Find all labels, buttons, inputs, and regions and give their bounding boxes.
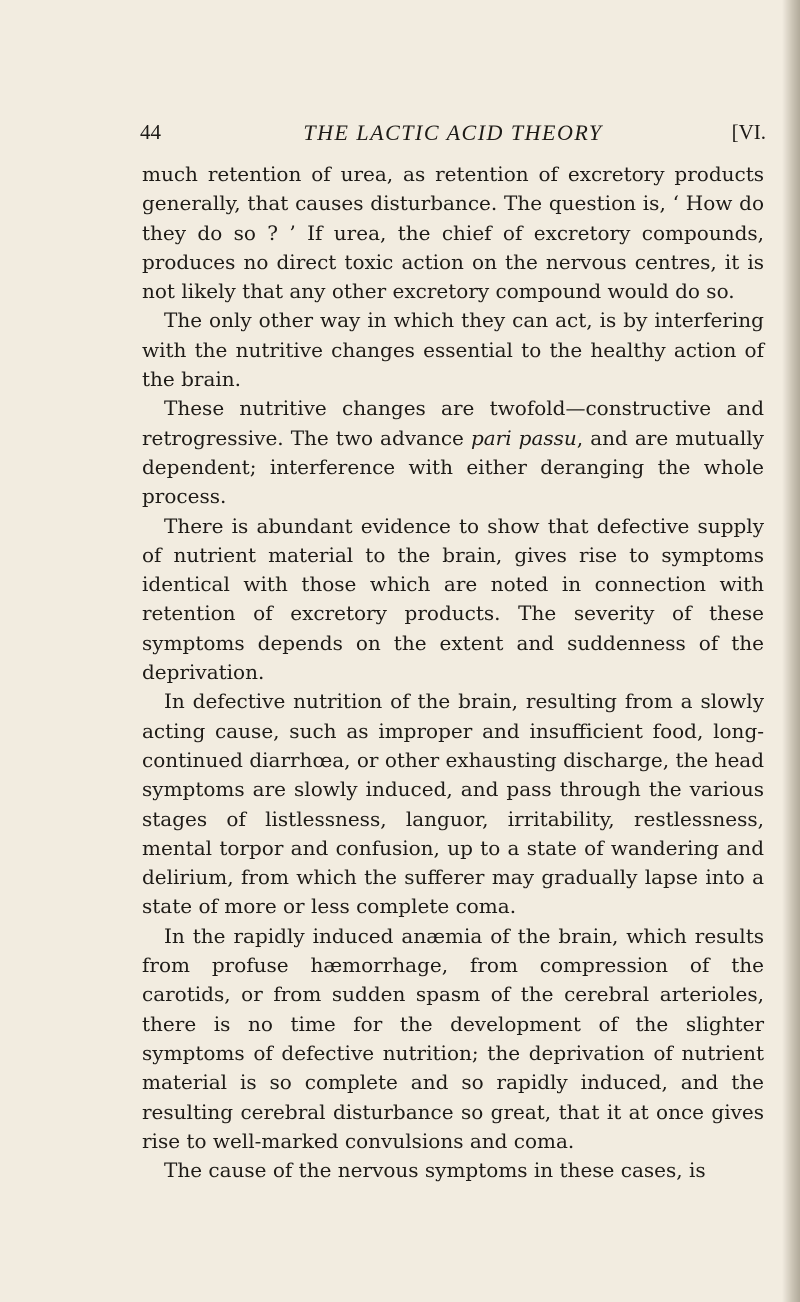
paragraph-1: much retention of urea, as retention of excretory products generally, that causes disturbance. The question is, ‘ How do they do so ? ’ If urea, the chief of excretory compounds, produces no direct toxic action on the nervous centres, it is not likely that any other excretory compound would do so. [142,162,764,304]
chapter-marker: [VI. [731,120,766,144]
page-edge-shadow [782,0,800,1302]
paragraph-6: In the rapidly induced anæmia of the brain, which results from profuse hæmorrhage, from compression of the carotids, or from sudden spasm of the cerebral arterioles, there is no time for the development of the slighter symptoms of defective nutrition; the deprivation of nutrient material is so complete and so rapidly induced, and the resulting cerebral disturbance so great, that it at once gives rise to well-marked convulsions and coma. [142,923,764,1153]
paragraph-7: The cause of the nervous symptoms in these cases, is [164,1158,706,1183]
paragraph-4: There is abundant evidence to show that defective supply of nutrient material to the brain, gives rise to symptoms identical with those which are noted in connection with retention of excretory products. The severity of these symptoms depends on the extent and suddenness of the deprivation. [142,513,764,685]
running-header [140,120,766,150]
paragraph-3-text-a: These nutritive changes are twofold—constructive and retrogressive. The two advance [142,396,764,450]
paragraph-5: In defective nutrition of the brain, resulting from a slowly acting cause, such as improper and insufficient food, long-continued diarrhœa, or other exhausting discharge, the head symptoms are slowly induced, and pass through the various stages of listlessness, languor, irritability, restlessness, mental torpor and confusion, up to a state of wandering and delirium, from which the sufferer may gradually lapse into a state of more or less complete coma. [142,689,765,919]
paragraph-2: The only other way in which they can act, is by interfering with the nutritive changes essential to the healthy action of the brain. [142,308,764,392]
paragraph-3-text-b: , and are mutually dependent; interference with either deranging the whole process. [142,425,764,509]
page-number: 44 [140,120,161,144]
running-title: THE LACTIC ACID THEORY [303,120,603,145]
paragraph-3 [142,394,764,511]
paragraph-3-latin: pari passu [470,425,577,450]
body-text [142,160,764,1185]
